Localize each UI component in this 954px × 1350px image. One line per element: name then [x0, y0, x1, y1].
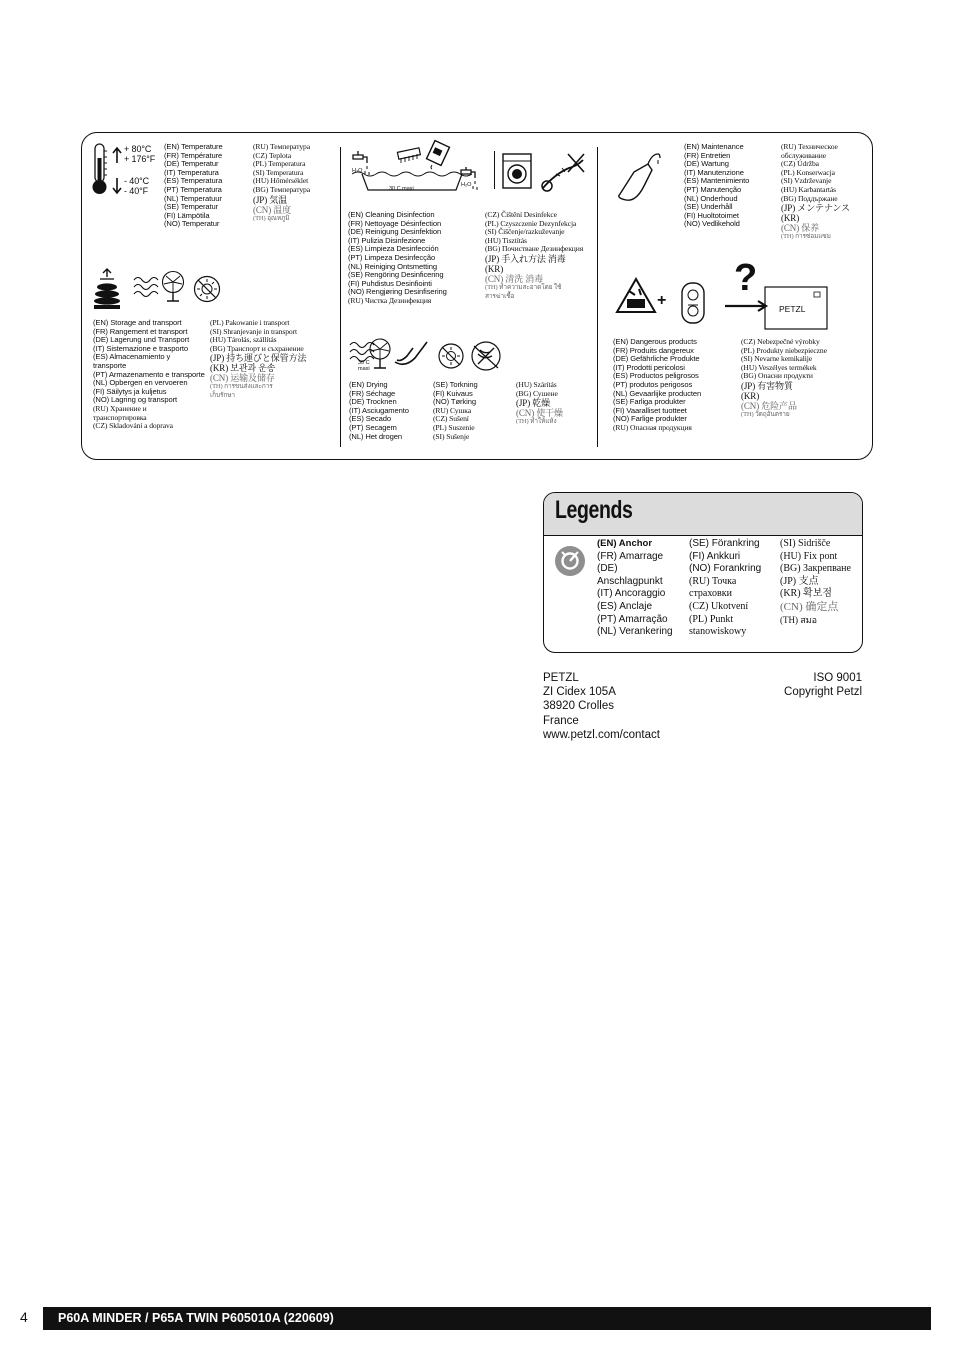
text-line: (DE) Temperatur [164, 159, 219, 169]
text-line: (SE) Torkning [433, 380, 478, 389]
text-line: (FR) Amarrage [597, 550, 664, 562]
text-line: (SE) Farliga produkter [613, 397, 686, 407]
text-line: (PL) Konserwacja [781, 167, 835, 177]
copyright-label: Copyright Petzl [784, 686, 862, 699]
plus-sign: + [657, 292, 667, 309]
text-line: (FR) Entretien [684, 150, 731, 160]
page-number: 4 [20, 1309, 28, 1325]
cleaning-list-2 [485, 211, 583, 301]
website-link[interactable]: www.petzl.com/contact [543, 728, 660, 741]
text-line: (IT) Prodotti pericolosi [613, 362, 685, 372]
h2o-label-1: H₂O [352, 168, 363, 174]
text-line: transporte [93, 360, 127, 370]
text-line: (SI) Temperatura [253, 167, 304, 177]
text-line: (DE) Wartung [684, 159, 729, 169]
text-line: (HU) Veszélyes termékek [741, 362, 817, 372]
text-line: (RU) Температура [253, 142, 311, 151]
drying-temp-label: 30 C maxi [358, 360, 370, 372]
temp-hot: + 80°C [124, 144, 152, 154]
text-line: (TH) สมอ [780, 614, 818, 625]
text-line: (CN) 使干燥 [516, 408, 563, 419]
text-line: (NO) Forankring [689, 563, 762, 575]
text-line: (FI) Puhdistus Desinfiointi [348, 278, 432, 288]
manufacturer-address [543, 671, 660, 742]
text-line: (NO) Lagring og transport [93, 395, 178, 405]
text-line: (KR) 확보점 [780, 588, 833, 600]
text-line: (IT) Sistemazione e trasporto [93, 343, 189, 353]
oil-bottle-icon [614, 150, 664, 202]
text-line: (JP) 持ち運びと保管方法 [210, 353, 307, 364]
text-line: (DE) [597, 563, 618, 575]
arrow-down-icon [112, 177, 122, 195]
text-line: (EN) Maintenance [684, 142, 744, 151]
temperature-range-cold [124, 177, 149, 196]
text-line: (PL) Produkty niebezpieczne [741, 345, 827, 355]
text-line: (FI) Kuivaus [433, 388, 473, 398]
text-line: (ES) Temperatura [164, 176, 223, 186]
text-line: (ES) Limpieza Desinfección [348, 244, 439, 254]
question-mark: ? [734, 257, 758, 299]
divider-cleaning [494, 151, 495, 189]
text-line: (EN) Anchor [597, 538, 653, 549]
text-line: (NL) Opbergen en vervoeren [93, 378, 188, 388]
temp-cold: - 40°C [124, 176, 150, 186]
text-line: (JP) 支点 [780, 575, 819, 587]
text-line: (FI) Lämpötila [164, 210, 210, 220]
text-line: (BG) Почистване Дезинфекция [485, 244, 584, 254]
text-line: (EN) Drying [349, 380, 388, 389]
text-line: (BG) Сушене [516, 388, 558, 398]
text-line: (PT) Manutenção [684, 184, 742, 194]
text-line: (NL) Reiniging Ontsmetting [348, 261, 437, 271]
text-line: (PL) Suszenie [433, 422, 475, 432]
text-line: (KR) 보관과 운송 [210, 363, 276, 374]
text-line: stanowiskowy [689, 626, 747, 638]
text-line: (JP) 手入れ方法 消毒 [485, 253, 566, 264]
text-line: (NL) Het drogen [349, 431, 402, 441]
text-line: Anschlagpunkt [597, 575, 663, 587]
arrow-up-icon [112, 146, 122, 164]
text-line: (PT) Limpeza Desinfecção [348, 252, 436, 262]
legends-list-1 [597, 538, 673, 639]
dangerous-list-1 [613, 338, 701, 433]
text-line: (EN) Dangerous products [613, 337, 697, 346]
text-line: (TH) อุณหภูมิ [253, 214, 290, 222]
text-line: (SE) Rengöring Desinficering [348, 270, 444, 280]
text-line: обслуживание [781, 150, 826, 160]
text-line: транспортировка [93, 412, 147, 422]
no-pressure-washer-icon [538, 148, 592, 196]
drying-list-3 [516, 381, 563, 427]
text-line: (SI) Sušenje [433, 431, 470, 441]
text-line: страховки [689, 588, 732, 600]
temp-cold-f: - 40°F [124, 185, 149, 196]
storage-list-1 [93, 319, 205, 431]
text-line: (TH) ทำความสะอาดโดย ใช้ [485, 283, 562, 291]
text-line: (JP) 乾燥 [516, 398, 551, 409]
text-line: (IT) Manutenzione [684, 167, 744, 177]
text-line: (PT) produtos perigosos [613, 379, 693, 389]
text-line: (PT) Armazenamento e transporte [93, 369, 205, 379]
dangerous-list-2 [741, 338, 827, 420]
fan-icon [160, 270, 188, 304]
storage-list-2 [210, 319, 306, 401]
text-line: (RU) Опасная продукция [613, 422, 692, 432]
text-line: (BG) Поддържане [781, 193, 838, 203]
no-heat-drying-icon [466, 340, 506, 372]
divider-2 [597, 147, 598, 447]
text-line: (CN) 确定点 [780, 600, 839, 613]
legends-title: Legends [555, 496, 633, 524]
text-line: (TH) การซ่อมแซม [781, 233, 831, 241]
temp-hot-f: + 176°F [124, 153, 156, 164]
text-line: (SI) Shranjevanje in transport [210, 326, 298, 336]
text-line: (EN) Cleaning Disinfection [348, 210, 435, 219]
text-line: (NO) Temperatur [164, 219, 220, 229]
text-line: (HU) Fix pont [780, 550, 838, 562]
text-line: (HU) Szárítás [516, 380, 557, 389]
text-line: (NL) Temperatuur [164, 193, 222, 203]
text-line: (HU) Tisztítás [485, 235, 527, 245]
text-line: (PT) Amarração [597, 613, 668, 625]
text-line: (PL) Punkt [689, 613, 734, 625]
text-line: (DE) Gefährliche Produkte [613, 354, 700, 364]
text-line: (BG) Температура [253, 184, 311, 194]
text-line: (DE) Reinigung Desinfektion [348, 227, 442, 237]
text-line: (NL) Onderhoud [684, 193, 738, 203]
text-line: (CZ) Ukotvení [689, 600, 749, 612]
text-line: (FR) Séchage [349, 388, 396, 398]
text-line: (CN) 温度 [253, 204, 292, 215]
text-line: (IT) Ancoraggio [597, 588, 666, 600]
text-line: (FI) Vaaralliset tuotteet [613, 405, 687, 415]
certification [760, 671, 862, 699]
text-line: (FR) Nettoyage Désinfection [348, 218, 442, 228]
text-line: (IT) Temperatura [164, 167, 219, 177]
text-line: (EN) Storage and transport [93, 318, 182, 327]
hanging-cloth-icon [393, 340, 431, 370]
text-line: (PL) Temperatura [253, 159, 306, 169]
detergent-icon [424, 139, 452, 167]
iso-label: ISO 9001 [813, 672, 862, 684]
text-line: (IT) Asciugamento [349, 405, 409, 415]
text-line: (KR) [741, 390, 760, 401]
text-line: (HU) Karbantartás [781, 184, 837, 194]
text-line: (SE) Förankring [689, 538, 760, 549]
text-line: (RU) Точка [689, 575, 737, 587]
text-line: (CN) 危险产品 [741, 400, 797, 411]
text-line: (SI) Vzdrževanje [781, 176, 832, 186]
address-line: 38920 Crolles [543, 700, 614, 713]
text-line: (TH) วัตถุอันตราย [741, 410, 790, 418]
text-line: (FI) Ankkuri [689, 550, 741, 562]
temperature-range-hot [124, 145, 155, 164]
device-icon [679, 281, 709, 325]
text-line: (SI) Sidrišče [780, 538, 831, 549]
address-line: ZI Cidex 105A [543, 686, 616, 699]
text-line: (NL) Verankering [597, 626, 673, 638]
legends-box [543, 492, 863, 653]
temperature-list-2 [253, 143, 310, 223]
stacked-rope-icon [92, 268, 122, 312]
maintenance-list-2 [781, 143, 850, 242]
text-line: (NO) Vedlikehold [684, 219, 740, 229]
text-line: (BG) Транспорт и съхранение [210, 343, 304, 353]
text-line: (SI) Čiščenje/razkuževanje [485, 227, 565, 237]
divider-1 [340, 147, 341, 447]
text-line: (RU) Чистка Дезинфекция [348, 295, 432, 305]
text-line: (PL) Pakowanie i transport [210, 318, 290, 327]
text-line: (NL) Gevaarlijke producten [613, 388, 702, 398]
heat-waves-icon [132, 274, 162, 300]
text-line: (JP) 有害物質 [741, 380, 793, 391]
text-line: สารฆ่าเชื้อ [485, 292, 515, 300]
text-line: (TH) การขนส่งและการ [210, 383, 273, 391]
text-line: (SE) Underhåll [684, 202, 733, 212]
text-line: (CZ) Skladování a doprava [93, 421, 173, 431]
address-line: PETZL [543, 672, 579, 684]
text-line: (RU) Техническое [781, 142, 838, 151]
text-line: (NO) Rengjøring Desinfisering [348, 287, 447, 297]
text-line: (CZ) Teplota [253, 150, 291, 160]
text-line: (CN) 清洗 消毒 [485, 273, 543, 284]
corrosive-warning-icon [615, 277, 657, 315]
h2o-label-2: H₂O [461, 182, 472, 188]
text-line: (CN) 保养 [781, 223, 820, 234]
legends-list-2 [689, 538, 761, 639]
text-line: (NO) Tørking [433, 397, 476, 407]
text-line: (CZ) Čištění Desinfekce [485, 210, 557, 219]
text-line: (CZ) Nebezpečné výrobky [741, 337, 820, 346]
text-line: (RU) Сушка [433, 405, 471, 415]
text-line: (EN) Temperature [164, 142, 223, 151]
address-line: France [543, 714, 579, 727]
fan-icon [368, 337, 394, 371]
text-line: (DE) Lagerung und Transport [93, 335, 190, 345]
text-line: (JP) 気温 [253, 194, 288, 205]
text-line: (SI) Nevarne kemikalije [741, 354, 813, 364]
text-line: (ES) Mantenimiento [684, 176, 750, 186]
text-line: (FR) Produits dangereux [613, 345, 694, 355]
text-line: (BG) Закрепване [780, 563, 851, 575]
text-line: (PT) Secagem [349, 422, 397, 432]
text-line: (FI) Huoltotoimet [684, 210, 739, 220]
text-line: (RU) Хранение и [93, 403, 147, 413]
text-line: (PL) Czyszczenie Dezynfekcja [485, 218, 577, 228]
text-line: (FR) Température [164, 150, 223, 160]
no-sun-icon [192, 274, 222, 304]
text-line: (IT) Pulizia Disinfezione [348, 235, 426, 245]
cleaning-list-1 [348, 211, 447, 306]
text-line: (CZ) Údržba [781, 159, 819, 169]
text-line: (FR) Rangement et transport [93, 326, 188, 336]
text-line: (ES) Productos peligrosos [613, 371, 699, 381]
text-line: (SE) Temperatur [164, 202, 219, 212]
text-line: (KR) [485, 263, 504, 274]
legends-header [544, 493, 862, 536]
cleaning-temp-label: 30 C maxi [389, 186, 414, 192]
text-line: (HU) Hőmérséklet [253, 176, 309, 186]
anchor-icon [554, 545, 586, 577]
washing-machine-icon [502, 153, 532, 189]
text-line: (CZ) Sušení [433, 414, 469, 424]
drying-list-2 [433, 381, 478, 441]
text-line: (HU) Tárolás, szállítás [210, 335, 277, 345]
text-line: (ES) Secado [349, 414, 391, 424]
text-line: เก็บรักษา [210, 391, 235, 399]
document-reference: P60A MINDER / P65A TWIN P605010A (220609) [58, 1311, 334, 1325]
petzl-box-label: PETZL [779, 304, 806, 314]
text-line: (PT) Temperatura [164, 184, 222, 194]
brush-icon [396, 146, 424, 166]
drying-list-1 [349, 381, 409, 441]
text-line: (ES) Almacenamiento y [93, 352, 171, 362]
text-line: (DE) Trocknen [349, 397, 397, 407]
text-line: (CN) 运输及储存 [210, 373, 275, 384]
text-line: (FI) Säilytys ja kuljetus [93, 386, 167, 396]
temperature-list-1 [164, 143, 223, 229]
maintenance-list-1 [684, 143, 749, 229]
text-line: (TH) ทำให้แห้ง [516, 418, 557, 426]
text-line: (JP) メンテナンス [781, 203, 850, 214]
no-sun-icon [437, 342, 465, 370]
footer-bar [43, 1307, 931, 1330]
legends-list-3 [780, 538, 851, 626]
text-line: (NO) Farlige produkter [613, 414, 687, 424]
text-line: (KR) [781, 213, 800, 224]
tap-rinse-icon [458, 166, 480, 194]
text-line: (ES) Anclaje [597, 600, 653, 612]
text-line: (BG) Опасни продукти [741, 371, 813, 381]
